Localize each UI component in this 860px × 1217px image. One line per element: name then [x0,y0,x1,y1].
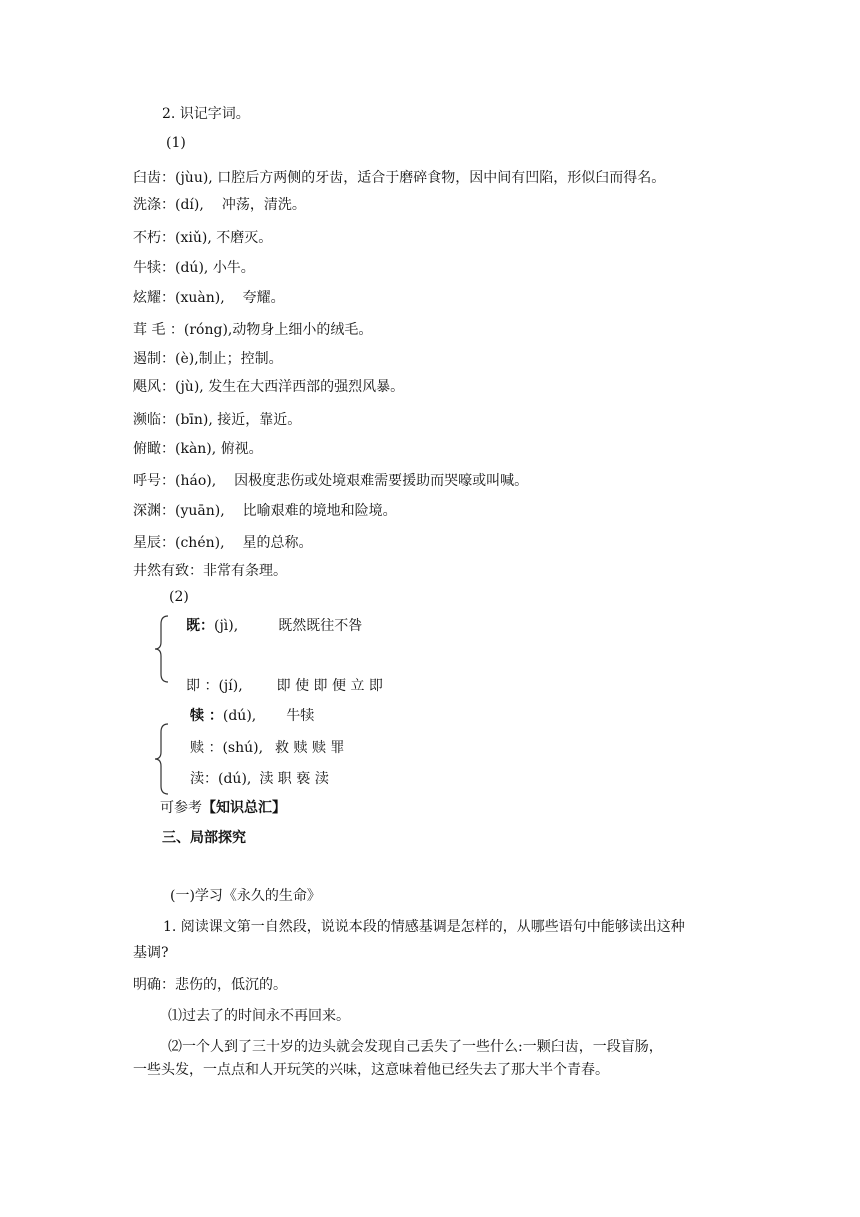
word-item: 呼号：(háo), 因极度悲伤或处境艰难需要援助而哭嚎或叫喊。 [133,473,529,489]
paragraph: ⑵一个人到了三十岁的边头就会发现自己丢失了一些什么:一颗臼齿，一段盲肠， [168,1039,663,1055]
section3-heading: 三、局部探究 [162,830,246,846]
word-item: 深渊：(yuān), 比喻艰难的境地和险境。 [133,503,397,519]
idiom-line: 井然有致：非常有条理。 [133,563,287,579]
left-brace-icon [152,722,172,796]
section2-heading: 2. 识记字词。 [162,106,250,122]
paragraph: ⑴过去了的时间永不再回来。 [168,1008,350,1024]
char-entry: 渎：(dú), 渎 职 亵 渎 [190,771,329,787]
char-entry: 即 ：(jí), 即 使 即 便 立 即 [186,678,383,694]
word-item: 炫耀：(xuàn), 夸耀。 [133,290,285,306]
reference-line: 可参考【知识总汇】 [160,800,286,816]
word-item: 星辰：(chén), 星的总称。 [133,535,313,551]
word-item: 洗涤：(dí), 冲荡，清洗。 [133,197,306,213]
word-item: 飓风：(jù), 发生在大西洋西部的强烈风暴。 [133,379,405,395]
word-item: 俯瞰：(kàn), 俯视。 [133,441,263,457]
char-entry: 犊 ：(dú), 牛犊 [190,708,315,724]
paragraph: 一些头发，一点点和人开玩笑的兴味，这意味着他已经失去了那大半个青春。 [133,1062,609,1078]
word-item: 遏制：(è),制止；控制。 [133,351,283,367]
word-item: 茸 毛 ：(róng),动物身上细小的绒毛。 [133,322,373,338]
subsection-title: (一)学习《永久的生命》 [170,888,321,904]
question-line: 基调? [133,945,169,961]
word-item: 濒临：(bīn), 接近，靠近。 [133,412,302,428]
part2-label: (2) [169,589,189,605]
word-item: 牛犊：(dú), 小牛。 [133,260,255,276]
word-item: 臼齿：(jùu), 口腔后方两侧的牙齿，适合于磨碎食物，因中间有凹陷，形似臼而得名。 [133,170,666,186]
word-item: 不朽：(xiǔ), 不磨灭。 [133,230,273,246]
char-entry: 既：(jì), 既然既往不咎 [186,618,363,634]
left-brace-icon [152,614,172,684]
answer-line: 明确：悲伤的，低沉的。 [133,977,287,993]
char-entry: 赎 ：(shú), 救 赎 赎 罪 [190,740,345,756]
question-line: 1. 阅读课文第一自然段，说说本段的情感基调是怎样的，从哪些语句中能够读出这种 [163,919,685,935]
part1-label: (1) [166,135,186,151]
